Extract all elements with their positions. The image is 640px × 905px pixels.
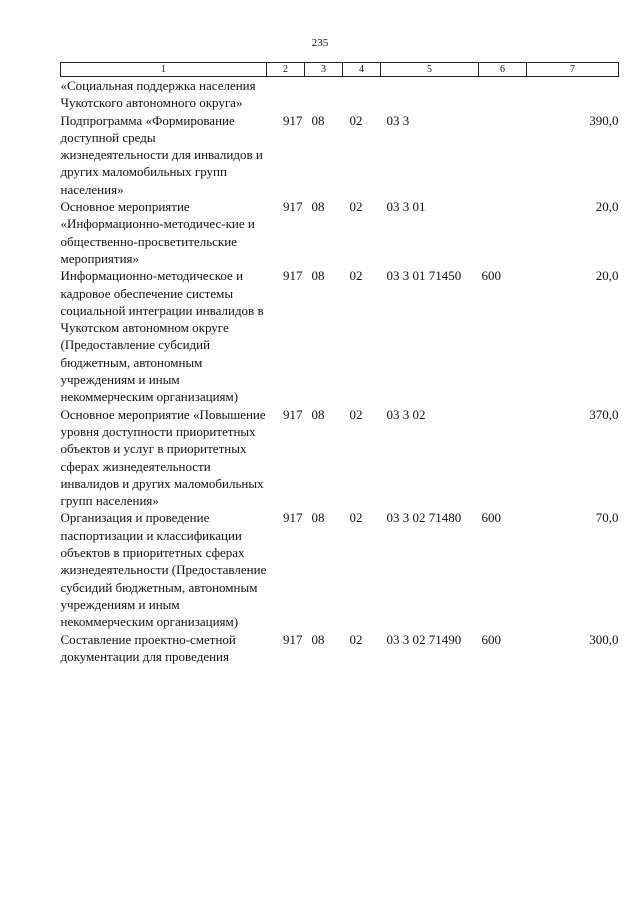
row-name: Информационно-методическое и кадровое обеспечение системы социальной интеграции инвалидов в Чукотском автономном округе (Предоставление субсидий бюджетным, автономным учреждениям и иным некоммерческим организациям) — [60, 268, 264, 405]
header-col-3: 3 — [305, 63, 343, 77]
row-name: Основное мероприятие «Повышение уровня доступности приоритетных объектов и услуг в приоритетных сферах жизнедеятельности инвалидов и других маломобильных групп населения» — [60, 406, 266, 509]
table-row — [61, 77, 619, 112]
row-name: «Социальная поддержка населения Чукотского автономного округа» — [60, 78, 256, 111]
row-name: Организация и проведение паспортизации и классификации объектов в приоритетных сферах жизнедеятельности (Предоставление субсидий бюджетным, автономным учреждениям и иным некоммерческим организациям) — [60, 510, 267, 630]
header-col-2: 2 — [267, 63, 305, 77]
row-csr: 03 3 01 — [386, 199, 426, 215]
header-col-7: 7 — [527, 63, 619, 77]
row-grbs: 917 — [283, 268, 303, 284]
row-vr — [479, 77, 527, 112]
row-rz: 08 — [311, 631, 325, 647]
row-rz — [305, 77, 343, 112]
row-rz: 08 — [311, 199, 325, 215]
row-csr: 03 3 — [386, 112, 410, 128]
budget-table — [60, 62, 619, 665]
header-col-1: 1 — [61, 63, 267, 77]
header-col-6: 6 — [479, 63, 527, 77]
row-rz: 08 — [311, 406, 325, 422]
row-prz: 02 — [349, 510, 363, 526]
row-csr — [381, 77, 479, 112]
row-grbs — [267, 77, 305, 112]
row-name: Основное мероприятие «Информационно-методичес-кие и общественно-просветительские мероприятия» — [60, 199, 255, 266]
table-row — [61, 112, 619, 198]
row-rz: 08 — [311, 112, 325, 128]
table-row — [61, 509, 619, 630]
row-prz: 02 — [349, 112, 363, 128]
row-sum: 370,0 — [589, 406, 619, 422]
row-vr: 600 — [481, 510, 501, 526]
row-grbs: 917 — [283, 406, 303, 422]
row-sum: 20,0 — [595, 199, 619, 215]
row-prz — [343, 77, 381, 112]
table-row — [61, 406, 619, 510]
header-row — [61, 63, 619, 77]
row-prz: 02 — [349, 199, 363, 215]
header-col-5: 5 — [381, 63, 479, 77]
row-prz: 02 — [349, 631, 363, 647]
row-grbs: 917 — [283, 199, 303, 215]
row-vr: 600 — [481, 631, 501, 647]
row-vr — [479, 406, 527, 510]
row-sum: 70,0 — [595, 510, 619, 526]
table-row — [61, 198, 619, 267]
page-number: 235 — [311, 37, 329, 49]
row-csr: 03 3 01 71450 — [386, 268, 462, 284]
row-rz: 08 — [311, 268, 325, 284]
row-vr — [479, 198, 527, 267]
row-sum: 300,0 — [589, 631, 619, 647]
row-grbs: 917 — [283, 510, 303, 526]
row-csr: 03 3 02 71490 — [386, 631, 462, 647]
row-sum: 390,0 — [589, 112, 619, 128]
row-csr: 03 3 02 — [386, 406, 426, 422]
row-grbs: 917 — [283, 112, 303, 128]
row-sum: 20,0 — [595, 268, 619, 284]
table-row — [61, 267, 619, 405]
row-vr — [479, 112, 527, 198]
row-grbs: 917 — [283, 631, 303, 647]
row-name: Подпрограмма «Формирование доступной среды жизнедеятельности для инвалидов и других маломобильных групп населения» — [60, 112, 263, 197]
row-name: Составление проектно-сметной документации для проведения — [60, 631, 236, 664]
row-csr: 03 3 02 71480 — [386, 510, 462, 526]
row-prz: 02 — [349, 268, 363, 284]
row-sum — [527, 77, 619, 112]
row-vr: 600 — [481, 268, 501, 284]
row-prz: 02 — [349, 406, 363, 422]
header-col-4: 4 — [343, 63, 381, 77]
row-rz: 08 — [311, 510, 325, 526]
table-row — [61, 631, 619, 666]
